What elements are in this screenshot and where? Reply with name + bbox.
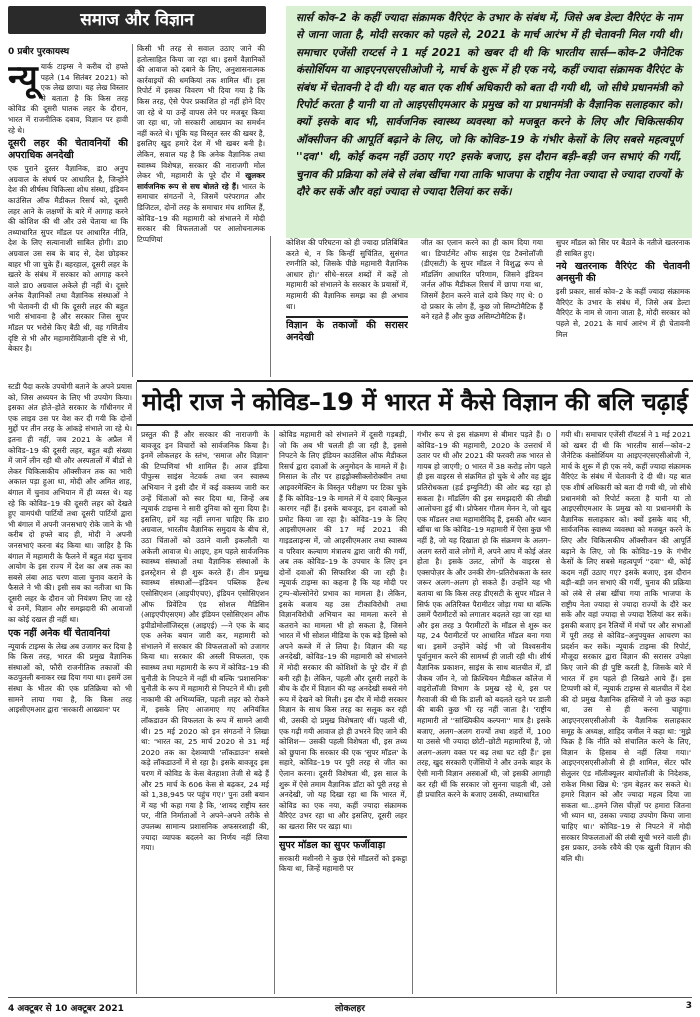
column-4-mid xyxy=(421,238,543,378)
column-4-mid-text: जीत का एलान करने का ही काम दिया गया था। डिपार्टमेंट ऑफ साइंस एंड टैक्नोलॉजी (डीएसटी) के सुपर मॉडल ने विशुद्ध रूप से मॉडलिंग आधारित परिणाम, जिसने इंडियन जर्नल ऑफ मैडीकल रिसर्च में छापा गया था, जिसमें हैरान करने वाले दावे किए गए थे: 0 दो प्रकार के लोग हैं, कुछ जो सिम्प्टोमैटिक हैं बने रहते हैं और कुछ असिम्प्टोमैटिक हैं। xyxy=(421,238,543,322)
subheading-super-model: सुपर मॉडल का सुपर फर्जीवाड़ा xyxy=(279,836,407,852)
column-divider xyxy=(556,430,557,994)
column-1-body: एक पुराने दुस्तर वैज्ञानिक, डा0 अनुप अग्रवाल के संघर्ष पर आधारित है, जिन्होंने देश की शीर्षस्थ चिकित्सा शोध संस्था, इंडियन काउंसिल ऑफ मैडीकल रिसर्च को, दूसरी लहर आने के लक्षणों के बारे में आगाह करने की कोशिश की थी और उसे चेताया था कि तथ्याधारित सुपर मॉडल पर आधारित नीति, देश के लिए सत्यानाशी साबित होगी। डा0 अग्रवाल उस सब के बाद से, देश छोड़कर बाहर भी जा चुके हैं। बहरहाल, दूसरी लहर के खतरे के संबंध में सरकार को आगाह करने वाले डा0 अग्रवाल अकेले ही नहीं थे। दूसरे अनेक वैज्ञानिकों तथा वैज्ञानिक संस्थाओं ने भी चेतावनी दी थी कि दूसरी लहर की बहुत भारी संभावना है और सरकार जिस सुपर मॉडल पर भरोसे किए बैठी थी, वह गणितीय दृष्टि से भी और महामारीविज्ञानी दृष्टि से भी, बेकार है। xyxy=(8,164,128,354)
page-number: 3 xyxy=(685,1001,692,1011)
column-4-bottom-text: गंभीर रूप से इस संक्रमण से बीमार पड़ते हैं। 0 कोविड–19 की महामारी, 2020 के उत्तरार्ध में उतार पर थी और 2021 की फरवरी तक भारत से गायब हो जाएगी; 0 भारत में 38 करोड़ लोग पहले ही इस वाइरस से संक्रमित हो चुके थे और वह झुंड प्रतिरोधकता (हर्ड इम्युनिटी) की ओर बढ़ रहा हो सकता है। मॉडलिंग की इस समझदारी की तीखी आलोचना हुई थी। प्रोफेसर गौतम मेनन ने, जो खुद एक मॉडलर तथा महामारीविद् हैं, इसकी और ध्यान खींचा था कि कोविड–19 महामारी में ऐसा कुछ भी नहीं है, जो यह दिखाता हो कि संक्रमण के अलग–अलग स्तरों वाले लोगों में, अपने आप में कोई अंतर होता है। इसके उलट, लोगों के वाइरस से एक्सपोज़र के और उनकी रोग–प्रतिरोधकता के स्तर जरूर अलग–अलग हो सकते हैं। उन्होंने यह भी बताया था कि किस तरह डीएसटी के सुपर मॉडल ने सिर्फ एक अतिरिक्त पैरामीटर जोड़ा गया था बल्कि उसमें पैरामीटरों को लगातार बदलते रहा जा रहा था और इस तरह 3 पैरामीटरों के मॉडल से शुरू कर यह, 24 पैरामीटरों पर आधारित मॉडल बना गया था। इसमें उन्होंने कोई भी जो विश्वसनीय पूर्वानुमान करने की सामर्थ्य ही जाती रही थी। शीर्ष वैज्ञानिक प्रकाशन, साइंस के साथ बातचीत में, डॉ जैकब जॉन ने, जो क्रिश्चियन मैडीकल कॉलेज में वाइरोलॉजी विभाग के प्रमुख रहे थे, इस पर गैरवाजी की थी कि डाली को बदलते रहने पर डाली की बाकी कुछ भी रह नहीं जाता है। 'राष्ट्रीय महामारी तो ''सांख्यिकीय कल्पना'' मात्र है। इसके बजाए, अलग–अलग राज्यों तथा शहरों में, 100 या उससे भी ज्यादा छोटी–छोटी महामारियां हैं, जो अलग–अलग वक्त पर बढ़ तथा घट रही हैं।' इस तरह, खुद सरकारी एजेंसियों ने और उनके बाहर के ऐसी मानी विज्ञान अस्त्राओं थी, जो इसकी आगाही कर रही थीं कि सरकार जो सुनना चाहती थी, उसे ही प्रचारित करने के बजाए उसकी, तथ्याधारित xyxy=(417,430,551,800)
subheading-variant-warning: नये खतरनाक वैरिएंट की चेतावनी अनसुनी की xyxy=(556,261,690,285)
footer-rule xyxy=(8,997,692,998)
column-divider xyxy=(270,236,271,377)
column-2-emphasis: खुलकर सार्वजनिक रूप से सच बोलते रहे हैं। xyxy=(137,171,265,191)
pull-quote: सार्स कोव–2 के कहीं ज्यादा संक्रामक वैरिएंट के उभार के संबंध में, जिसे अब डेल्टा वैरिएंट के नाम से जाना जाता है, मोदी सरकार को पहले से, 2021 के मार्च आरंभ में ही चेतावनी मिल गयी थी। समाचार एजेंसी राय्टर्स ने 1 मई 2021 को खबर दी थी कि भारतीय सार्स—कोव–2 जैनेटिक कंसोर्शियम या आइएनएसएसीओजी ने, मार्च के शुरू में ही एक नये, कहीं ज्यादा संक्रामक वैरिएंट के संबंध में चेतावनी दे दी थी। यह बात एक शीर्ष अधिकारी को बता दी गयी थी, जो सीधे प्रधानमंत्री को रिपोर्ट करता है यानी या तो आइएसीएमआर के प्रमुख को या प्रधानमंत्री के वैज्ञानिक सलाहकार को। क्यों इसके बाद भी, सार्वजनिक स्वास्थ्य व्यवस्था को मजबूत करने के लिए और चिकित्सकीय ऑक्सीजन की आपूर्ति बढ़ाने के लिए, जो कि कोविड–19 के गंभीर केसों के लिए सबसे महत्वपूर्ण ''दवा'' थी, कोई कदम नहीं उठाए गए? इसके बजाए, इस दौरान बड़ी–बड़ी जन सभाएं की गयीं, चुनाव की प्रक्रिया को लंबे से लंबा खींचा गया ताकि भाजपा के राष्ट्रीय नेता ज्यादा से ज्यादा राज्यों के दौरे कर सकें और वहां ज्यादा से ज्यादा रैलियां कर सकें। xyxy=(286,6,692,238)
column-2-rest: भारत के समाचार संगठनों ने, जिसमें परंपरागत और डिजिटल, दोनों तरह के समाचार मंच शामिल हैं, कोविड–19 की महामारी को संभालने में मोदी सरकार की विफलताओं पर आलोचनात्मक टिप्पणियां xyxy=(137,181,265,244)
headline-rule-bottom xyxy=(137,424,693,426)
column-5-mid-text: इसी प्रकार, सार्स कोव–2 के कहीं ज्यादा संक्रामक वैरिएंट के उभार के संबंध में, जिसे अब डेल्टा वैरिएंट के नाम से जाना जाता है, मोदी सरकार को पहले से, 2021 के मार्च आरंभ में ही चेतावनी मिल xyxy=(556,287,690,339)
drop-cap: न्यू xyxy=(8,62,38,98)
column-divider xyxy=(274,430,275,994)
column-5-mid-top: सुपर मॉडल को सिर पर बैठाने के नतीजे खतरनाक ही साबित हुए। xyxy=(556,238,690,258)
column-3-mid-text: कोशिश की परिघटना को ही ज्यादा प्रतिबिंबित करते थे, न कि किन्हीं सुचिंतित, सुसंगत रणनीति को, जिसके पीछे महामारी वैज्ञानिक आधार हो।' सीधे–सरल शब्दों में कहें तो महामारी को संभालने के सरकार के प्रयासों में, महामारी की वैज्ञानिक समझ का ही अभाव था। xyxy=(286,238,408,311)
column-3-bottom xyxy=(279,430,407,995)
column-1-top xyxy=(8,62,128,378)
subheading-warnings: दूसरी लहर की चेतावनियों की अपराधिक अनदेखी xyxy=(8,138,128,162)
column-2-bottom-text: प्रस्तुत की हैं और सरकार की नाराजगी के बावजूद इन विचारों को सार्वजनिक किया है। इनमें लोकलहर के स्तंभ, 'समाज और विज्ञान' की टिप्पणियां भी शामिल हैं। आज इंडिया पीपुल्स साइंस नेटवर्क तथा जन स्वास्थ्य अभियान ने इसी दौर में कई वक्तव्य जारी कर उन्हें चिंताओं को स्वर दिया था, जिन्हें अब न्यूयार्क टाइम्स ने सारी दुनिया को सुना दिया है। इसलिए, हमें यह नहीं लगना चाहिए कि डा0 अग्रवाल, भारतीय वैज्ञानिक समुदाय के बीच से, उठा चिंताओं को उठाने वाली इकलौती या अकेली आवाज थे। आइए, हम पहले सार्वजनिक स्वास्थ्य संस्थाओं तथा वैज्ञानिक संस्थाओं के इलस्ट्रेशन से ही शुरू करते हैं। तीन प्रमुख स्वास्थ्य संस्थाओं—इंडियन पब्लिक हैल्थ एसोसिएशन (आइपीएचए), इंडियन एसोसिएशन ऑफ प्रिवेंटिव एंड सोशल मैडिसिन (आइएपीएसएम) और इंडियन एसोसिएशन ऑफ इपीडोमोलॉजिस्ट्स (आइएई) —ने एक के बाद एक अनेक बयान जारी कर, महामारी को संभालने में सरकार की विफलताओं को उजागर किया था। सरकार की अस्ली विफलता, एक स्वास्थ्य तथा महामारी के रूप में कोविड–19 की चुनौती के निपटने में नहीं थी बल्कि 'प्रशासनिक' चुनौती के रूप में महामारी से निपटने में थी। इसी नाकामी की अभिव्यक्ति, पहली लहर को रोकने में, इसके लिए आजमाए गए अनियंत्रित लॉकडाउन की विफलता के रूप में सामने आयी थी। 25 मई 2020 को इन संगठनों ने लिखा था: 'भारत का, 25 मार्च 2020 से 31 मई 2020 तक का देशव्यापी 'लॉकडाउन' सबसे कड़े लॉकडाउनों में से रहा है। इसके बावजूद इस चरण में कोविड के केस बेतहाशा तेजी से बढ़े हैं और 25 मार्च के 606 केस से बढ़कर, 24 मई को 1,38,945 पर पहुंच गए।' पुनः उसी बयान में यह भी कहा गया है कि, 'शायद राष्ट्रीय स्तर पर, नीति निर्माताओं ने अपने–अपने तरीके से उपलब्ध सामान्य प्रशासनिक अफसरशाही की, ज्यादा व्यापक बदलने का निर्णय नहीं लिया गया। xyxy=(141,430,269,853)
column-3-bottom-text-2: सरकारी मशीनरी ने कुछ ऐसे मॉडलरों को इकट्ठा किया था, जिन्हें महामारी पर xyxy=(279,853,407,874)
column-1-bottom-text-2: न्यूयार्क टाइम्स के लेख अब उजागर कर दिया है कि किस तरह, भारत की प्रमुख वैज्ञानिक संस्थाओं को, फौरी राजनीतिक तकाजों की कठपुतली बनाकर रख दिया गया था। इसमें उस संस्था के भीतर की एक प्रतिक्रिया को भी सामने लाया गया है, कि किस तरह आइसीएमआर द्वारा 'सरकारी आख्यान' पर xyxy=(8,641,132,715)
subheading-many-warnings: एक नहीं अनेक थीं चेतावनियां xyxy=(8,627,110,639)
column-divider xyxy=(412,430,413,994)
column-5-mid xyxy=(556,238,690,378)
column-2-bottom xyxy=(141,430,269,995)
column-3-bottom-text: कोविड महामारी को संभालने में दूसरी गड़बड़ी, जो कि अब भी चलती ही जा रही है, इससे निपटने के लिए इंडियन काउंसिल ऑफ मैडीकल रिसर्च द्वारा दवाओं के अनुमोदन के मामले में है। मिसाल के तौर पर हाइड्रोक्सीक्लोरोक्वीन तथा आइवरमेक्टिन के विस्तृत परीक्षण पर टिका चुके हैं कि कोविड–19 के मामले में ये दवाएं बिल्कुल कारगर नहीं हैं। इसके बावजूद, इन दवाओं को प्रमोट किया जा रहा है। कोविड–19 के लिए आइसीएमआर की 17 मई 2021 की गाइडलाइन्स में, जो आइसीएमआर तथा स्वास्थ्य व परिवार कल्याण मंत्रालय द्वारा जारी की गयीं, अब तक कोविड–19 के उपचार के लिए इन दोनों दवाओं की सिफारिश की जा रही है। न्यूयार्क टाइम्स का कहना है कि यह मोदी पर ट्रम्प–बोल्सोनेरो प्रभाव का मामला है। लेकिन, इसके बजाय यह उस टीकाविरोधी तथा विज्ञानविरोधी अभियान का मामला करने से कतराने का मामला भी हो सकता है, जिसने भारत में भी सोशल मीडिया के एक बड़े हिस्से को अपने कब्जे में ले लिया है। विज्ञान की यह अनदेखी, कोविड–19 की महामारी को संभालने में मोदी सरकार की कोशिशों के पूरे दौर में ही बनी रही है। लेकिन, पहली और दूसरी लहरों के बीच के दौर में विज्ञान की यह अनदेखी सबसे नंगे रूप में देखने को मिली। इस दौर में मोदी सरकार विज्ञान के साथ किस तरह का सलूक कर रही थी, उसकी दो प्रमुख विशेषताएं थीं। पहली थी, एक गढ़ी गयी आवाज हो ही उभरने दिए जाने की कोशिश— उसकी पहली विशेषता थी, इस तथ्य को छुपाना कि सरकार की एक 'सुपर मॉडल' के सहारे, कोविड–19 पर पूरी तरह से जीत का ऐलान करना। दूसरी विशेषता थी, इस साल के शुरू में ऐसे तमाम वैज्ञानिक डॉटा को पूरी तरह से अनदेखी, जो यह दिखा रहा था कि भारत में, कोविड का एक नया, कहीं ज्यादा संक्रामक वैरिएंट उभर रहा था और इसलिए, दूसरी लहर का खतरा सिर पर खड़ा था। xyxy=(279,430,407,831)
section-title: समाज और विज्ञान xyxy=(8,6,266,34)
column-1-intro: यार्क टाइम्स ने करीब दो हफ्ते पहले (14 सितंबर 2021) को एक लेख छापा। यह लेख विस्तार से बताता है कि किस तरह कोविड की दूसरी घातक लहर के दौरान, भारत में राजनीतिक दबाव, विज्ञान पर हावी रहे थे। xyxy=(8,62,128,135)
column-1-bottom-text: स्टडी पैदा करके उपयोगी बताने के अपने प्रयास को, जिस अध्ययन के लिए भी उपयोग किया। इसका अंत होते–होते सरकार के गाँधीनगर में एक लाइव उस पर वेश कर दी गयी कि दोनों मुद्दों पर तीन तरह के आंकड़े संभाले जा रहे थे। इतना ही नहीं, जब 2021 के अप्रैल में कोविड–19 की दूसरी लहर, बहुत बड़ी संख्या में जानें लीन रही थी और अस्पतालों में बीडों से लेकर चिकित्सकीय ऑक्सीजन तक का भारी अकाल पड़ा हुआ था, मोदी और अमित शाह, बंगाल में चुनाव अभियान में ही व्यस्त थे। यह रहे कि कोविड–19 की दूसरी लहर को देखते हुए वामपंथी पार्टियों तथा दूसरी पार्टियों द्वारा भी बंगाल में अपनी जनसभाएं रोके जाने के भी करीब दो हफ्ते बाद ही, मोदी ने अपनी जनसभाएं करना बंद किया था। जाहिर है कि बंगाल में महामारी के फैलने में बहुत मंदा चुनाव आयोग के इस राज्य में देश का अब तक का सबसे लंबा आठ चरण वाला चुनाव कराने के फैसले ने भी की। इसी सब का नतीजा था कि दूसरी लहर के दौरान जो नियंत्रण लिए जा रहे थे उनमें, विज्ञान और समझदारी की आवाजों का कोई दखल ही नहीं था। xyxy=(8,382,132,625)
column-4-bottom xyxy=(417,430,551,995)
footer-masthead: लोकलहर xyxy=(335,1004,365,1014)
main-headline: मोदी राज ने कोविड–19 में भारत में कैसे विज्ञान की बलि चढ़ाई xyxy=(142,388,688,416)
column-5-bottom xyxy=(561,430,691,995)
column-1-bottom xyxy=(8,382,132,995)
column-2-top xyxy=(137,44,265,378)
column-divider xyxy=(136,382,137,994)
column-divider xyxy=(132,44,133,377)
column-3-mid xyxy=(286,238,408,378)
column-5-bottom-text: गयी थी। समाचार एजेंसी रॉयटर्स ने 1 मई 2021 को खबर दी थी कि भारतीय सार्स—कोव–2 जैनेटिक कंसोर्शियम या आइएनएसएसीओजी ने, मार्च के शुरू में ही एक नये, कहीं ज्यादा संक्रामक वैरिएंट के संबंध में चेतावनी दे दी थी। यह बात एक शीर्ष अधिकारी को बता दी गयी थी, जो सीधे प्रधानमंत्री को रिपोर्ट करता है यानी या तो आइएसीएमआर के प्रमुख को या प्रधानमंत्री के वैज्ञानिक सलाहकार को। क्यों इसके बाद भी, सार्वजनिक स्वास्थ्य व्यवस्था को मजबूत करने के लिए और चिकित्सकीय ऑक्सीजन की आपूर्ति बढ़ाने के लिए, जो कि कोविड–19 के गंभीर केसों के लिए सबसे महत्वपूर्ण ''दवा'' थी, कोई कदम नहीं उठाए गए? इसके बजाए, इस दौरान बड़ी–बड़ी जन सभाएं की गयीं, चुनाव की प्रक्रिया को लंबे से लंबा खींचा गया ताकि भाजपा के राष्ट्रीय नेता ज्यादा से ज्यादा राज्यों के दौरे कर सकें और वहां ज्यादा से ज्यादा रैलियां कर सकें। इसकी बजाए इन रैलियों में मंचों पर और सभाओं में पूरी तरह से कोविड–अनुपयुक्त आचरण का प्रदर्शन कर सकें। न्यूयार्क टाइम्स की रिपोर्ट, मौजूदा सरकार द्वारा विज्ञान की सरासर उपेक्षा किए जाने की ही पुष्टि करती है, जिसके बारे में भारत में हम पहले ही लिखते आये हैं। इस टिप्पणी को में, न्यूयार्क टाइम्स से बातचीत में देश की दो प्रमुख वैज्ञानिक हस्तियों ने जो कुछ कहा था, उस से ही करना चाहूंगा। आइएनएसएसीओजी के वैज्ञानिक सलाहकार समूह के अध्यक्ष, शाहिद जमील ने कहा था: 'मुझे फिक्र है कि नीति को संचालित करने के लिए, विज्ञान के हिसाब से नहीं लिया गया।' आइएनएसएसीओजी से ही शामिल, सेंटर फॉर सेलुलर एंड मॉलीक्यूलर बायोलॉजी के निदेशक, राकेश मिश्रा खिन्न थे: 'हम बेहतर कर सकते थे। हमारे विज्ञान को और ज्यादा महत्व दिया जा सकता था...हमने जिस चीज़ों पर हमारा जितना भी ध्यान था, उसका ज्यादा उपयोग किया जाना चाहिए था।' कोविड–19 से निपटने में मोदी सरकार विफलताओं की लंबी सूची भरने वाली ही। इस प्रकार, उनके रवैये की एक खुली विज्ञान की बलि थी। xyxy=(561,430,691,863)
column-2-text: किसी भी तरह से सवाल उठाए जाने की हतोत्साहित किया जा रहा था। इसमें वैज्ञानिकों की आवाज को दबाने के लिए, अनुशासनात्मक कार्रवाइयों की धमकियां तक शामिल थीं। इस रिपोर्ट में इसका विवरण भी दिया गया है कि किस तरह, ऐसे पेपर प्रकाशित हो नहीं होने दिए जा रहे थे या उन्हें वापस लेने पर मजबूर किया जा रहा था, जो सरकारी आख्यान का समर्थन नहीं करते थे। चूंकि यह विस्तृत स्तर की खबर है, इसलिए खुद हमारे देश में भी खबर बनी है। लेकिन, सवाल यह है कि अनेक वैज्ञानिक तथा स्वास्थ्य विशेषज्ञ, सरकार की नाराजगी मोल लेकर भी, महामारी के पूरे दौर में xyxy=(137,44,265,181)
byline: 0 प्रबीर पुरकायस्थ xyxy=(8,47,70,57)
subheading-science-ignored: विज्ञान के तकाजों की सरासर अनदेखी xyxy=(286,316,408,344)
footer-date: 4 अक्टूबर से 10 अक्टूबर 2021 xyxy=(8,1004,124,1014)
